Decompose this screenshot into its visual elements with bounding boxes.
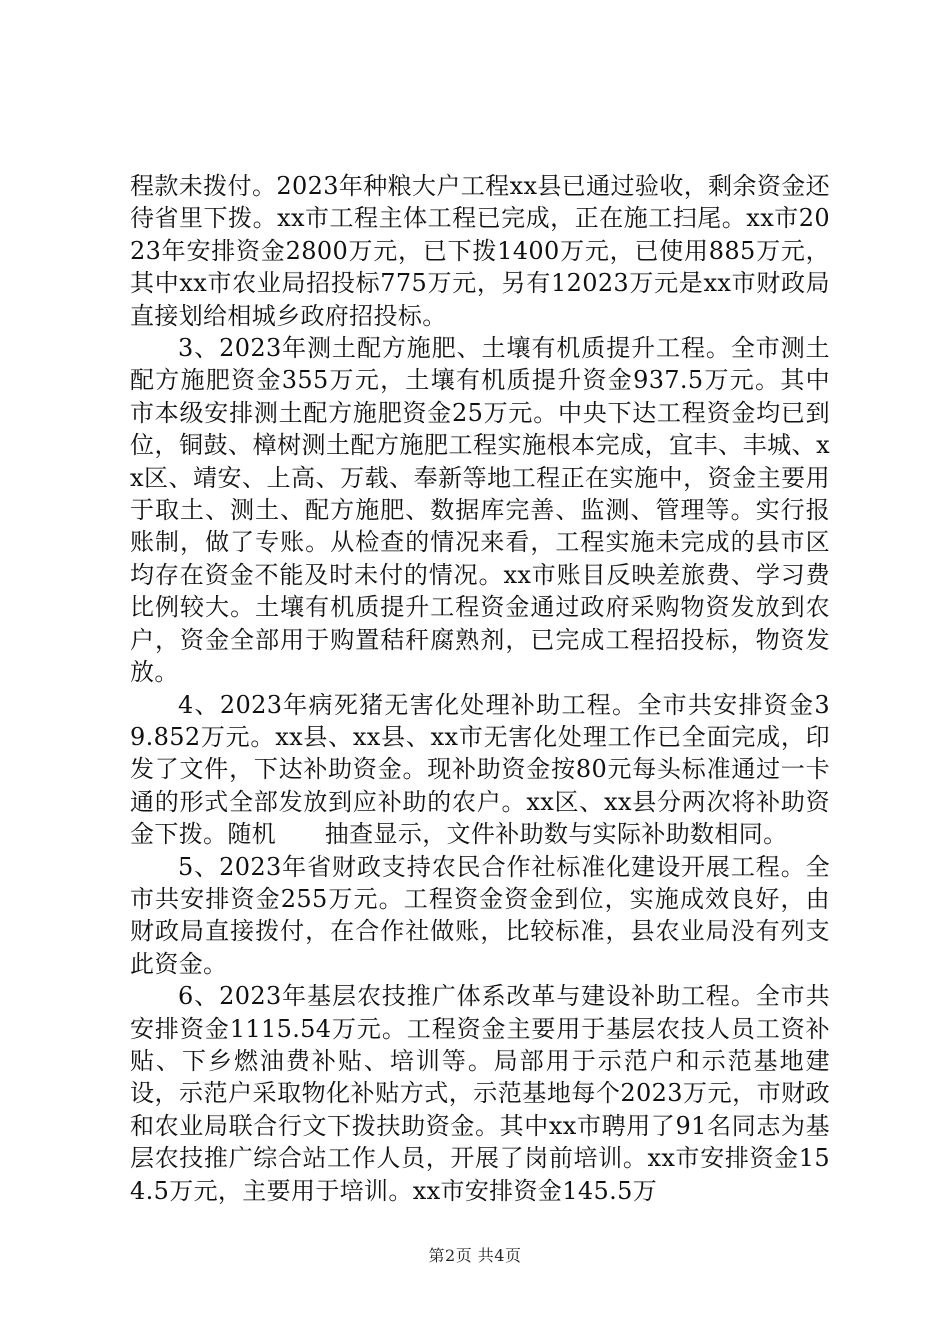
paragraph-item-6: 6、2023年基层农技推广体系改革与建设补助工程。全市共安排资金1115.54万元。工程资金主要用于基层农技人员工资补贴、下乡燃油费补贴、培训等。局部用于示范户和示范基地建设，示范户采取物化补贴方式，示范基地每个2023万元，市财政和农业局联合行文下拨扶助资金。其中xx市聘用了91名同志为基层农技推广综合站工作人员，开展了岗前培训。xx市安排资金154.5万元，主要用于培训。xx市安排资金145.5万 [130, 982, 830, 1205]
paragraph-item-3: 3、2023年测土配方施肥、土壤有机质提升工程。全市测土配方施肥资金355万元，土壤有机质提升资金937.5万元。其中市本级安排测土配方施肥资金25万元。中央下达工程资金均已到位，铜鼓、樟树测土配方施肥工程实施根本完成，宜丰、丰城、xx区、靖安、上高、万载、奉新等地工程正在实施中，资金主要用于取土、测土、配方施肥、数据库完善、监测、管理等。实行报账制，做了专账。从检查的情况来看，工程实施未完成的县市区均存在资金不能及时未付的情况。xx市账目反映差旅费、学习费比例较大。土壤有机质提升工程资金通过政府采购物资发放到农户，资金全部用于购置秸秆腐熟剂，已完成工程招投标，物资发放。 [130, 334, 830, 687]
page-number: 第2页 [428, 1246, 473, 1265]
paragraph-continuation: 程款未拨付。2023年种粮大户工程xx县已通过验收，剩余资金还待省里下拨。xx市工程主体工程已完成，正在施工扫尾。xx市2023年安排资金2800万元，已下拨1400万元，已使用885万元，其中xx市农业局招投标775万元，另有12023万元是xx市财政局直接划给相城乡政府招投标。 [130, 172, 830, 330]
paragraph-item-5: 5、2023年省财政支持农民合作社标准化建设开展工程。全市共安排资金255万元。工程资金资金到位，实施成效良好，由财政局直接拨付，在合作社做账，比较标准，县农业局没有列支此资金。 [130, 852, 830, 978]
page-total: 共4页 [477, 1246, 522, 1265]
paragraph-item-4: 4、2023年病死猪无害化处理补助工程。全市共安排资金39.852万元。xx县、xx县、xx市无害化处理工作已全面完成，印发了文件，下达补助资金。现补助资金按80元每头标准通过一卡通的形式全部发放到应补助的农户。xx区、xx县分两次将补助资金下拨。随机 抽查显示，文件补助数与实际补助数相同。 [130, 690, 830, 849]
page-footer [0, 1243, 950, 1266]
document-body [130, 170, 830, 1207]
